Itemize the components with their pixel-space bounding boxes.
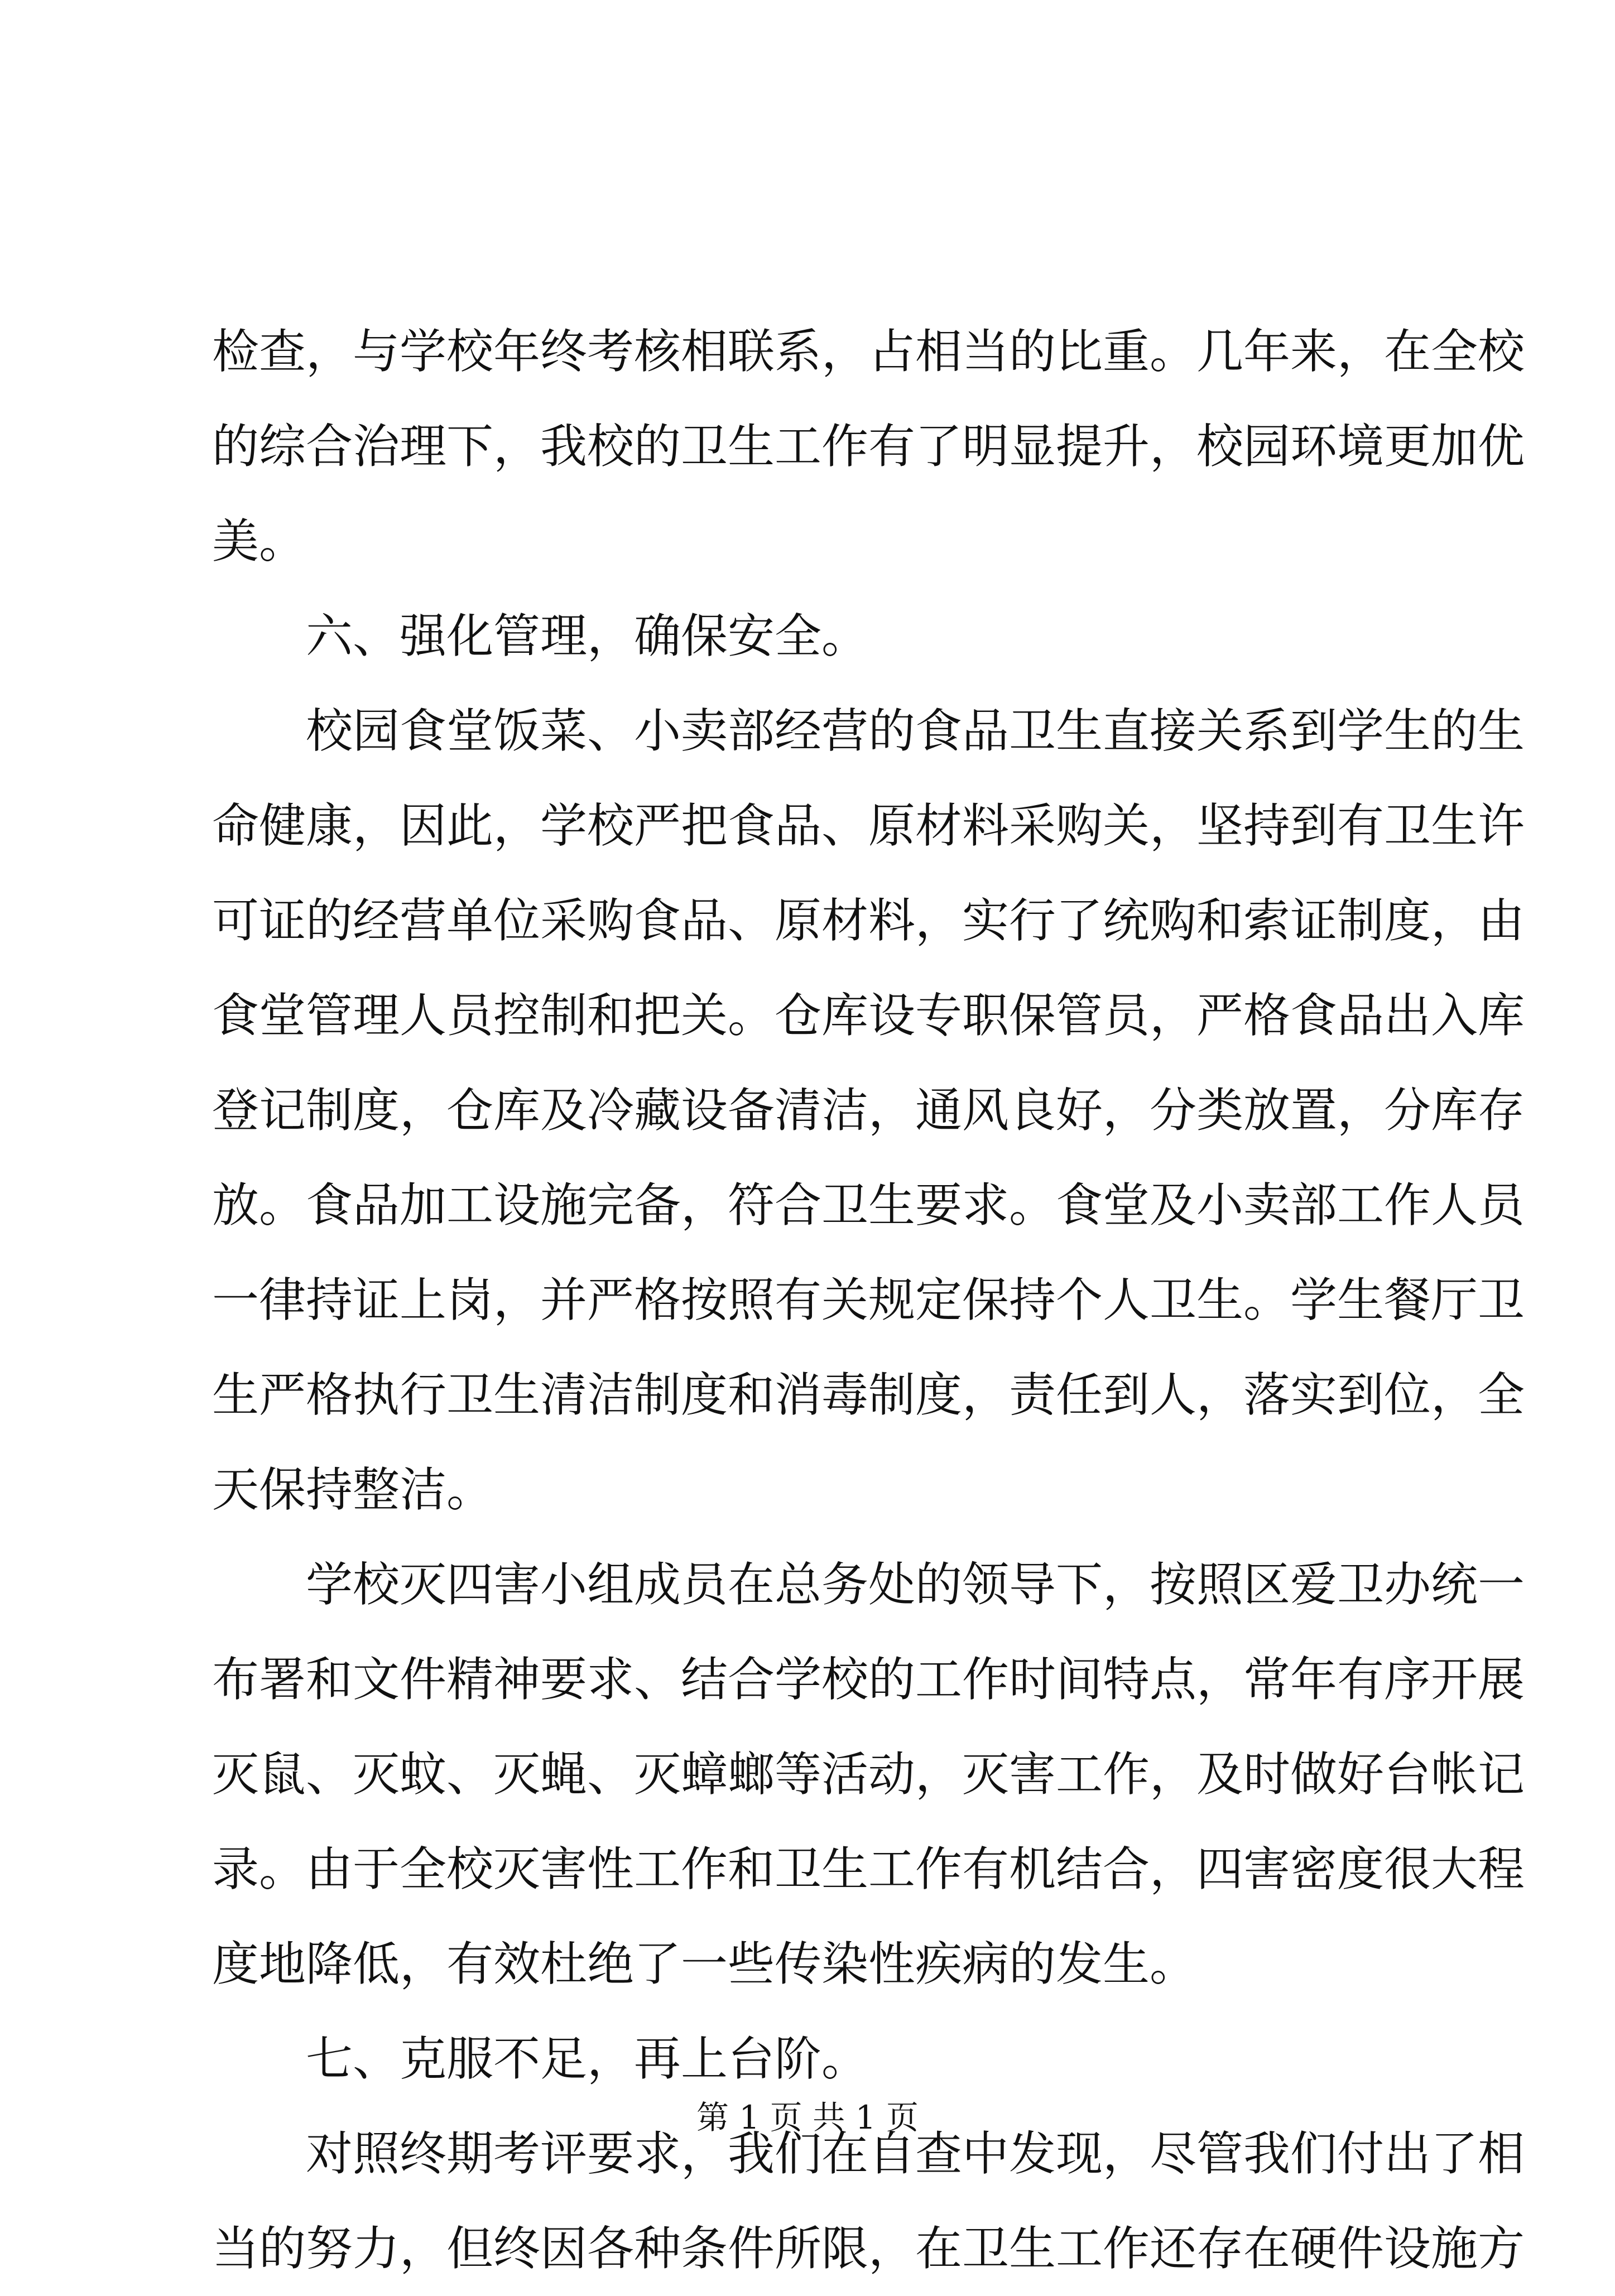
text-line: 布署和文件精神要求、结合学校的工作时间特点，常年有序开展 [212, 1652, 1525, 1707]
text-line: 命健康，因此，学校严把食品、原材料采购关，坚持到有卫生许 [212, 798, 1525, 853]
page-number-label: 第 1 页 共 1 页 [696, 2098, 919, 2136]
text-line: 校园食堂饭菜、小卖部经营的食品卫生直接关系到学生的生 [306, 704, 1525, 758]
body-text [212, 304, 1525, 2296]
text-line: 生严格执行卫生清洁制度和消毒制度，责任到人，落实到位，全 [212, 1368, 1525, 1422]
text-line: 食堂管理人员控制和把关。仓库设专职保管员，严格食品出入库 [212, 988, 1525, 1043]
text-line: 学校灭四害小组成员在总务处的领导下，按照区爱卫办统一 [306, 1557, 1525, 1612]
text-line: 一律持证上岗，并严格按照有关规定保持个人卫生。学生餐厅卫 [212, 1273, 1525, 1327]
section-heading: 六、强化管理，确保安全。 [306, 609, 869, 663]
text-line: 对照终期考评要求，我们在自查中发现，尽管我们付出了相 [306, 2126, 1525, 2181]
text-line: 当的努力，但终因各种条件所限，在卫生工作还存在硬件设施方 [212, 2221, 1525, 2276]
page-footer [0, 2095, 1615, 2140]
text-line: 检查，与学校年终考核相联系，占相当的比重。几年来，在全校 [212, 324, 1525, 379]
text-line: 度地降低，有效杜绝了一些传染性疾病的发生。 [212, 1937, 1197, 1991]
text-line: 放。食品加工设施完备，符合卫生要求。食堂及小卖部工作人员 [212, 1178, 1525, 1233]
text-line: 美。 [212, 514, 306, 569]
section-heading: 七、克服不足，再上台阶。 [306, 2032, 869, 2086]
text-line: 灭鼠、灭蚊、灭蝇、灭蟑螂等活动，灭害工作，及时做好台帐记 [212, 1747, 1525, 1802]
text-line: 录。由于全校灭害性工作和卫生工作有机结合，四害密度很大程 [212, 1842, 1525, 1897]
text-line: 可证的经营单位采购食品、原材料，实行了统购和索证制度，由 [212, 893, 1525, 948]
text-line: 天保持整洁。 [212, 1462, 494, 1517]
text-line: 登记制度，仓库及冷藏设备清洁，通风良好，分类放置，分库存 [212, 1083, 1525, 1138]
text-line: 的综合治理下，我校的卫生工作有了明显提升，校园环境更加优 [212, 419, 1525, 474]
